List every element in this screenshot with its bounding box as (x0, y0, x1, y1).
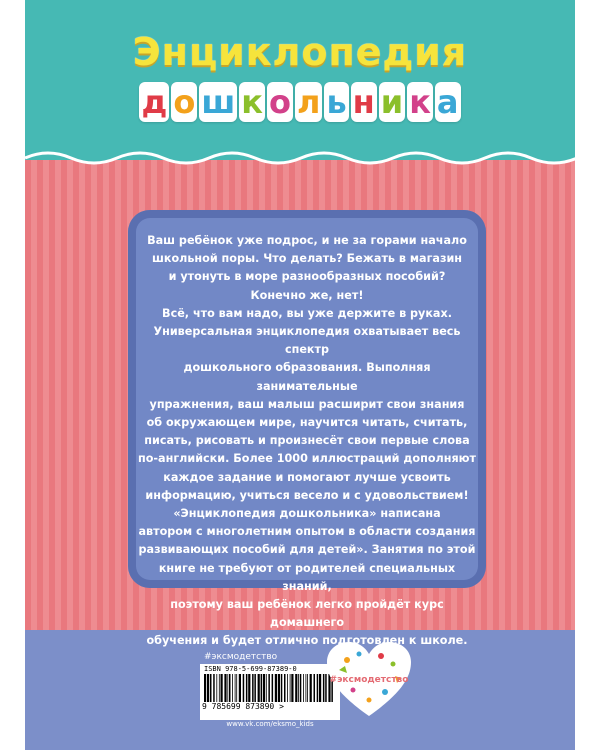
title-letter: и (380, 83, 404, 121)
description-line: информацию, учиться весело и с удовольствием! (145, 488, 469, 502)
barcode-bar (298, 674, 299, 702)
barcode-bar (272, 674, 274, 702)
description-line: каждое задание и помогают лучше усвоить (163, 470, 451, 484)
barcode-bar (268, 674, 270, 702)
barcode-bar (254, 674, 256, 702)
description-line: Ваш ребёнок уже подрос, и не за горами начало (147, 234, 467, 247)
description-line: Конечно же, нет! (250, 288, 364, 302)
barcode-bar (300, 674, 302, 702)
description-panel (128, 210, 486, 648)
barcode-bars (204, 674, 334, 702)
barcode-bar (248, 674, 250, 702)
barcode-bar (295, 674, 297, 702)
description-line: книге не требуют от родителей специальных знаний, (158, 561, 456, 593)
title-line-2 (25, 82, 575, 122)
description-line: об окружающем мире, научится читать, считать, (146, 416, 468, 430)
barcode-bar (287, 674, 288, 702)
wave-divider (25, 148, 575, 208)
description-line: обучения и будет отлично подготовлен к школе. (146, 634, 468, 648)
barcode-bar (275, 674, 277, 702)
description-line: школьной поры. Что делать? Бежать в магазин (151, 252, 463, 266)
barcode-bar (207, 674, 209, 702)
barcode-bar (291, 674, 293, 702)
barcode-bar (278, 674, 280, 702)
title-letter: о (269, 83, 291, 121)
title-letter: ь (326, 83, 347, 121)
description-line: «Энциклопедия дошкольника» написана (173, 507, 441, 521)
barcode-bar (210, 674, 212, 702)
barcode-bar (216, 674, 217, 702)
description-line: по-английски. Более 1000 иллюстраций дополняют (137, 452, 477, 466)
description-text (136, 232, 478, 651)
barcode-digits: 9 785699 873890 > (202, 702, 284, 711)
barcode-bar (310, 674, 312, 702)
barcode-bar (266, 674, 267, 702)
description-line: дошкольного образования. Выполняя занимательные (183, 361, 431, 393)
vk-url: www.vk.com/eksmo_kids (226, 720, 314, 728)
description-line: развивающих пособий для детей». Занятия по этой (138, 543, 476, 557)
title-line-1: Энциклопедия (132, 30, 468, 74)
barcode-hashtag: #эксмодетство (200, 650, 340, 664)
title-letter: д (141, 83, 168, 121)
barcode-bar (236, 674, 237, 702)
barcode-bar (246, 674, 248, 702)
description-line: писать, рисовать и произнесёт свои первые слова (144, 434, 470, 448)
title-letter: к (241, 83, 264, 121)
description-line: и утонуть в море разнообразных пособий? (168, 270, 446, 284)
barcode-bar (204, 674, 206, 702)
title-letter: л (297, 83, 321, 121)
title-letter: о (173, 83, 196, 121)
barcode-block (200, 650, 340, 720)
barcode-bar (239, 674, 241, 702)
barcode-bar (232, 674, 233, 702)
barcode-bar (263, 674, 265, 702)
title-letter: к (409, 83, 431, 121)
description-line: упражнения, ваш малыш расширит свои знания (149, 397, 465, 411)
barcode-bar (221, 674, 223, 702)
barcode-bar (261, 674, 263, 702)
barcode-bar (303, 674, 304, 702)
book-back-cover (25, 0, 575, 750)
barcode-bar (229, 674, 231, 702)
title-letter: ш (201, 83, 236, 121)
description-line: Всё, что вам надо, вы уже держите в руках. (162, 306, 452, 320)
description-line: Универсальная энциклопедия охватывает весь спектр (153, 325, 461, 357)
barcode-bar (290, 674, 291, 702)
description-line: поэтому ваш ребёнок легко пройдёт курс домашнего (170, 598, 444, 630)
barcode-bar (314, 674, 316, 702)
barcode-bar (243, 674, 245, 702)
barcode-bar (258, 674, 260, 702)
barcode-bar (307, 674, 308, 702)
barcode-bar (281, 674, 283, 702)
barcode-bar (224, 674, 226, 702)
barcode-bar (213, 674, 215, 702)
title-letter: н (352, 83, 375, 121)
description-line: автором с многолетним опытом в области создания (138, 525, 476, 539)
barcode-bar (252, 674, 254, 702)
heart-badge-label: #эксмодетство (329, 675, 409, 685)
barcode-bar (284, 674, 286, 702)
title-letter: а (436, 83, 459, 121)
barcode-bar (306, 674, 307, 702)
barcode-bar (319, 674, 321, 702)
barcode-bar (317, 674, 319, 702)
barcode-bar (219, 674, 220, 702)
isbn-text: ISBN 978-5-699-87389-0 (204, 665, 297, 673)
barcode-bar (227, 674, 228, 702)
barcode-bar (235, 674, 236, 702)
